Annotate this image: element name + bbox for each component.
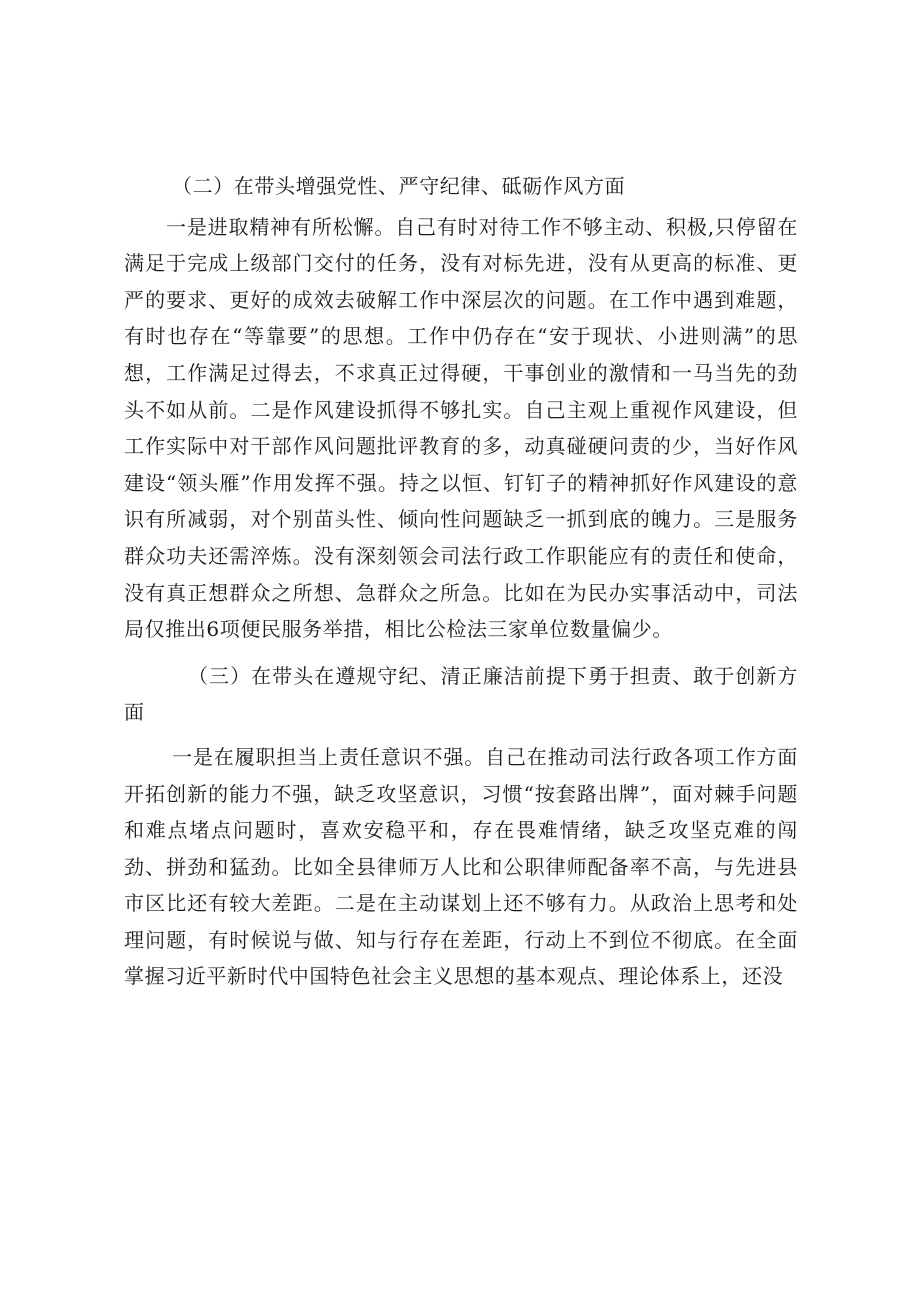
section-2-paragraph: 一是进取精神有所松懈。自己有时对待工作不够主动、积极,只停留在满足于完成上级部门交付的任务，没有对标先进，没有从更高的标准、更严的要求、更好的成效去破解工作中深层次的问题。在工作中遇到难题，有时也存在“等靠要”的思想。工作中仍存在“安于现状、小进则满”的思想，工作满足过得去，不求真正过得硬，干事创业的激情和一马当先的劲头不如从前。二是作风建设抓得不够扎实。自己主观上重视作风建设，但工作实际中对干部作风问题批评教育的多，动真碰硬问责的少，当好作风建设“领头雁”作用发挥不强。持之以恒、钉钉子的精神抓好作风建设的意识有所减弱，对个别苗头性、倾向性问题缺乏一抓到底的魄力。三是服务群众功夫还需淬炼。没有深刻领会司法行政工作职能应有的责任和使命，没有真正想群众之所想、急群众之所急。比如在为民办实事活动中，司法局仅推出6项便民服务举措，相比公检法三家单位数量偏少。 — [124, 214, 798, 642]
document-body — [124, 168, 798, 995]
section-2-heading: （二）在带头增强党性、严守纪律、砥砺作风方面 — [172, 174, 626, 198]
section-3-heading: （三）在带头在遵规守纪、清正廉洁前提下勇于担责、敢于创新方面 — [124, 663, 798, 725]
section-3-paragraph: 一是在履职担当上责任意识不强。自己在推动司法行政各项工作方面开拓创新的能力不强，缺乏攻坚意识，习惯“按套路出牌”，面对棘手问题和难点堵点问题时，喜欢安稳平和，存在畏难情绪，缺乏攻坚克难的闯劲、拼劲和猛劲。比如全县律师万人比和公职律师配备率不高，与先进县市区比还有较大差距。二是在主动谋划上还不够有力。从政治上思考和处理问题，有时候说与做、知与行存在差距，行动上不到位不彻底。在全面掌握习近平新时代中国特色社会主义思想的基本观点、理论体系上，还没 — [124, 744, 798, 989]
